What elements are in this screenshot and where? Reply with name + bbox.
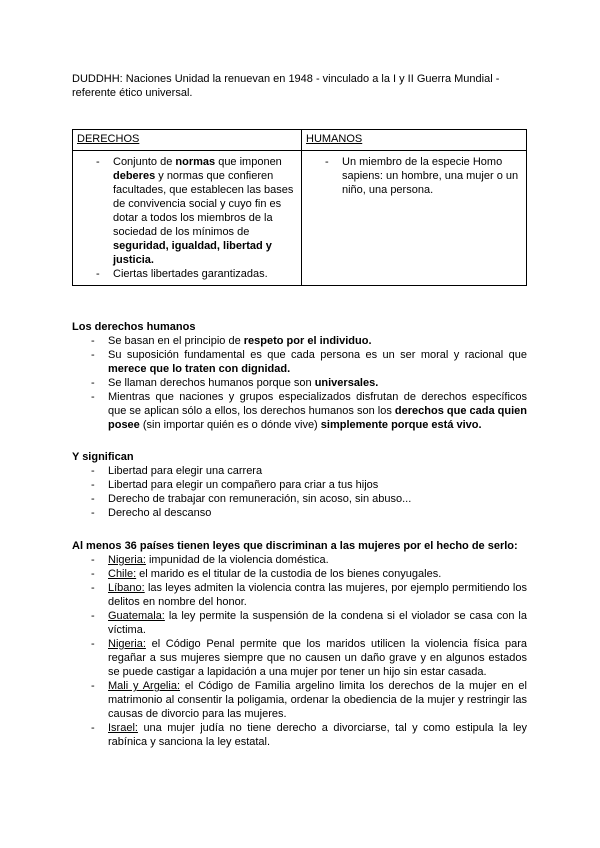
list-item: - Libertad para elegir una carrera [72,464,527,478]
table-cell-humanos [302,151,527,286]
significan-list [72,464,527,520]
section-heading: Al menos 36 países tienen leyes que discriminan a las mujeres por el hecho de serlo: [72,540,518,552]
country-label: Nigeria: [108,638,146,650]
derechos-list [77,155,297,281]
list-item: - Nigeria: impunidad de la violencia doméstica. [72,553,527,567]
list-item: - Su suposición fundamental es que cada persona es un ser moral y racional que merece que lo traten con dignidad. [72,348,527,376]
list-item: - Guatemala: la ley permite la suspensión de la condena si el violador se casa con la víctima. [72,609,527,637]
country-label: Líbano: [108,582,145,594]
country-label: Mali y Argelia: [108,680,180,692]
section-y-significan [72,450,527,520]
intro-paragraph: DUDDHH: Naciones Unidad la renuevan en 1948 - vinculado a la I y II Guerra Mundial - referente ético universal. [72,73,500,99]
list-item: - Derecho de trabajar con remuneración, sin acoso, sin abuso... [72,492,527,506]
section-paises [72,539,527,749]
list-item: - Líbano: las leyes admiten la violencia contra las mujeres, por ejemplo permitiendo los delitos en nombre del honor. [72,581,527,609]
section-derechos-humanos [72,320,527,432]
list-item: - Israel: una mujer judía no tiene derecho a divorciarse, tal y como estipula la ley rabínica y sanciona la ley estatal. [72,721,527,749]
list-item: - Libertad para elegir un compañero para criar a tus hijos [72,478,527,492]
list-item: - Conjunto de normas que imponen deberes y normas que confieren facultades, que establecen las bases de convivencia social y cuyo fin es dotar a todos los miembros de la sociedad de los mínimos de seguridad, igualdad, libertad y justicia. [77,155,297,267]
country-label: Nigeria: [108,554,146,566]
list-item: - Ciertas libertades garantizadas. [77,267,297,281]
table-header-humanos: HUMANOS [302,130,527,151]
section-heading: Y significan [72,451,134,463]
table-header-row [73,130,527,151]
list-item: - Mientras que naciones y grupos especializados disfrutan de derechos específicos que se aplican sólo a ellos, los derechos humanos son los derechos que cada quien posee (sin importar quién es o dónde vive) simplemente porque está vivo. [72,390,527,432]
derechos-humanos-table [72,129,527,286]
paises-list [72,553,527,749]
derechos-humanos-list [72,334,527,432]
list-item: - Chile: el marido es el titular de la custodia de los bienes conyugales. [72,567,527,581]
country-label: Israel: [108,722,138,734]
table-header-derechos: DERECHOS [73,130,302,151]
list-item: - Nigeria: el Código Penal permite que los maridos utilicen la violencia física para regañar a sus mujeres siempre que no causen un daño grave y en algunos estados se puede castigar a lapidación a una mujer por tener un hijo sin estar casada. [72,637,527,679]
document-page [72,72,527,749]
list-item: - Mali y Argelia: el Código de Familia argelino limita los derechos de la mujer en el matrimonio al consentir la poligamia, ordenar la obediencia de la mujer y restringir las causas de divorcio para las mujeres. [72,679,527,721]
table-cell-derechos [73,151,302,286]
list-item: - Se llaman derechos humanos porque son universales. [72,376,527,390]
list-item: - Se basan en el principio de respeto por el individuo. [72,334,527,348]
table-body-row [73,151,527,286]
country-label: Chile: [108,568,137,580]
humanos-list [306,155,522,197]
section-heading: Los derechos humanos [72,321,196,333]
list-item: - Derecho al descanso [72,506,527,520]
country-label: Guatemala: [108,610,165,622]
list-item: - Un miembro de la especie Homo sapiens: un hombre, una mujer o un niño, una persona. [306,155,522,197]
